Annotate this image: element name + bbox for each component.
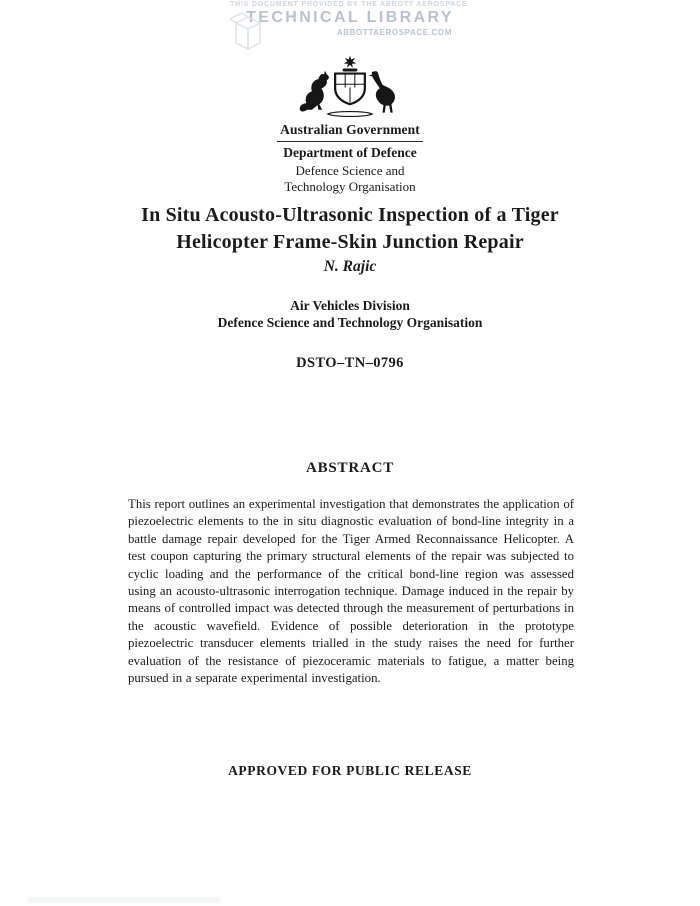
division-block	[0, 297, 700, 331]
crest-department-label: Department of Defence	[283, 145, 417, 160]
crest-block	[0, 55, 700, 194]
scan-artifact	[28, 897, 220, 903]
report-number: DSTO–TN–0796	[296, 355, 404, 371]
watermark-provided-by: THIS DOCUMENT PROVIDED BY THE ABBOTT AEROSPACE	[230, 1, 468, 8]
report-title	[0, 202, 700, 255]
crest-divider	[277, 141, 423, 142]
report-title-line2: Helicopter Frame-Skin Junction Repair	[176, 230, 524, 253]
australian-coat-of-arms-icon	[294, 55, 406, 120]
abstract-heading: ABSTRACT	[305, 460, 395, 476]
abstract-text: This report outlines an experimental investigation that demonstrates the application of piezoelectric elements to the in situ diagnostic evaluation of bond-line integrity in a battle damage repair developed for the Tiger Armed Reconnaissance Helicopter. A test coupon capturing the primary structural elements of the repair was subjected to cyclic loading and the performance of the critical bond-line region was assessed using an acousto-ultrasonic interrogation technique. Damage induced in the repair by means of controlled impact was detected through the measurement of perturbations in the acoustic wavefield. Evidence of possible deterioration in the prototype piezoelectric transducer elements trialled in the study raises the need for further evaluation of the resistance of piezoceramic materials to fatigue, a matter being pursued in a separate experimental investigation.	[128, 497, 574, 686]
abbott-watermark	[230, 1, 468, 37]
crest-org-line2: Technology Organisation	[284, 178, 416, 194]
watermark-site-url: ABBOTTAEROSPACE.COM	[336, 28, 452, 37]
release-statement: APPROVED FOR PUBLIC RELEASE	[228, 763, 472, 778]
abbott-aerospace-cube-icon	[228, 8, 268, 56]
division-line2: Defence Science and Technology Organisation	[217, 315, 483, 330]
report-title-line1: In Situ Acousto-Ultrasonic Inspection of a Tiger	[141, 204, 559, 226]
crest-government-label: Australian Government	[280, 122, 420, 137]
watermark-library-title: TECHNICAL LIBRARY	[246, 9, 454, 26]
author-name: N. Rajic	[323, 258, 377, 275]
crest-org-line1: Defence Science and	[295, 163, 405, 178]
division-line1: Air Vehicles Division	[290, 298, 410, 313]
